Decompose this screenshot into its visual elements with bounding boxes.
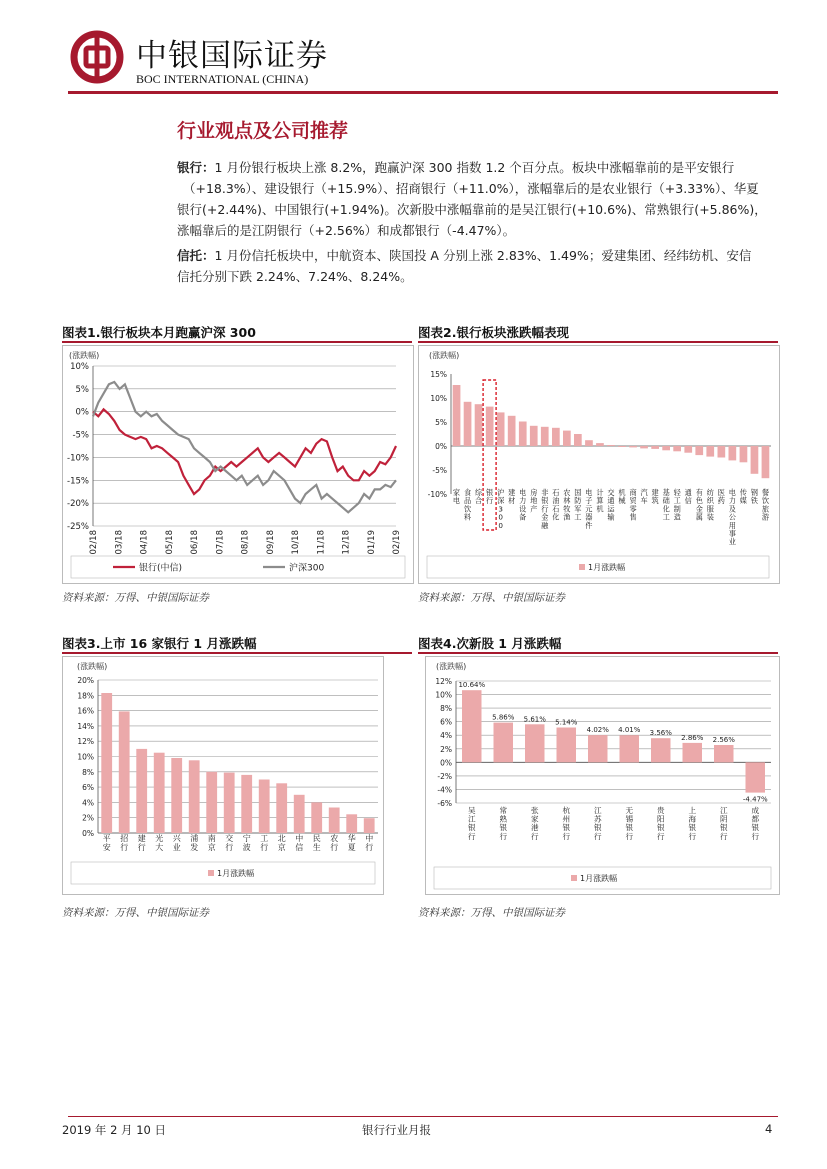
bar <box>683 743 703 762</box>
bar <box>620 735 640 762</box>
x-tick-label: 吴江银行 <box>468 806 476 841</box>
y-tick-label: 6% <box>82 783 94 793</box>
data-label: 3.56% <box>649 729 672 738</box>
data-label: 2.56% <box>712 736 735 744</box>
x-tick-label: 电子元器件 <box>585 488 593 530</box>
figure-1-source: 资料来源：万得、中银国际证券 <box>62 592 209 604</box>
bar <box>746 762 766 792</box>
y-tick-label: -4% <box>437 785 452 795</box>
bar <box>651 738 671 762</box>
x-tick-label: 国防军工 <box>574 488 582 522</box>
x-tick-label: 纺织服装 <box>706 488 714 522</box>
x-tick-label: 无锡银行 <box>625 806 634 841</box>
line-chart-1 <box>63 346 413 583</box>
bar <box>154 753 165 833</box>
header-divider <box>68 91 778 94</box>
x-tick-label: 09/18 <box>265 530 276 555</box>
legend-label: 沪深300 <box>289 563 325 574</box>
data-label: 5.61% <box>523 715 546 724</box>
bar <box>662 446 670 450</box>
x-tick-label: 江阴银行 <box>720 806 728 841</box>
y-tick-label: 4% <box>82 798 94 808</box>
figure-1-chart <box>62 345 414 584</box>
bar <box>762 446 770 478</box>
bar <box>508 416 516 446</box>
bar <box>552 428 560 446</box>
footer-date: 2019 年 2 月 10 日 <box>62 1123 166 1137</box>
paragraph-label: 银行： <box>177 160 215 175</box>
bar <box>751 446 759 474</box>
x-tick-label: 石油石化 <box>552 488 560 522</box>
figure-2-source: 资料来源：万得、中银国际证券 <box>418 592 565 604</box>
legend-swatch <box>571 875 577 881</box>
y-tick-label: -20% <box>67 499 89 510</box>
footer-divider <box>68 1116 778 1117</box>
bar <box>486 407 494 446</box>
figure-1-rule <box>62 341 412 343</box>
bar <box>224 773 235 833</box>
bar <box>206 772 217 833</box>
bar <box>618 446 626 447</box>
x-tick-label: 常熟银行 <box>499 806 508 841</box>
y-tick-label: 2% <box>82 813 94 823</box>
bar <box>684 446 692 453</box>
bar <box>364 818 375 833</box>
y-tick-label: 8% <box>82 767 94 777</box>
bar <box>497 412 505 446</box>
x-tick-label: 农林牧渔 <box>563 488 571 522</box>
series-line-2 <box>93 382 396 512</box>
bar <box>695 446 703 455</box>
bar <box>464 402 472 446</box>
x-tick-label: 有色金属 <box>695 488 703 522</box>
x-tick-label: 家电 <box>452 488 461 506</box>
x-tick-label: 12/18 <box>341 530 352 555</box>
bar <box>259 780 270 834</box>
data-label: 2.86% <box>681 733 704 742</box>
bar <box>494 723 514 763</box>
bar <box>718 446 726 458</box>
paragraph-label: 信托： <box>177 248 215 263</box>
legend-swatch <box>208 870 214 876</box>
bar <box>329 808 340 834</box>
legend-swatch <box>579 564 585 570</box>
brand-name-en: BOC INTERNATIONAL (CHINA) <box>136 72 309 86</box>
x-tick-label: 建材 <box>508 488 516 506</box>
data-label: 5.14% <box>555 718 578 727</box>
boc-logo-icon <box>70 30 124 84</box>
paragraph-line: 1 月份信托板块中，中航资本、陕国投 A 分别上涨 2.83%、1.49%；爱建集团、经纬纺机、安信 <box>214 248 752 263</box>
brand-name-cn: 中银国际证券 <box>136 38 328 74</box>
bar-chart-2 <box>419 346 779 583</box>
legend-label: 银行(中信) <box>139 563 183 574</box>
x-tick-label: 民生 <box>312 834 321 852</box>
figure-3-source: 资料来源：万得、中银国际证券 <box>62 907 209 919</box>
x-tick-label: 农行 <box>330 834 339 852</box>
y-tick-label: 10% <box>430 394 447 403</box>
bar <box>346 814 357 833</box>
y-tick-label: 15% <box>430 370 447 379</box>
x-tick-label: 02/18 <box>89 530 99 555</box>
figure-3-title: 图表3.上市 16 家银行 1 月涨跌幅 <box>62 636 257 651</box>
x-tick-label: 06/18 <box>190 530 200 555</box>
y-tick-label: 20% <box>77 676 94 685</box>
x-tick-label: 餐饮旅游 <box>761 488 770 522</box>
footer-report-name: 银行行业月报 <box>362 1123 431 1137</box>
x-tick-label: 10/18 <box>291 530 301 555</box>
x-tick-label: 交通运输 <box>607 488 615 522</box>
x-tick-label: 建行 <box>137 834 146 852</box>
y-tick-label: -5% <box>72 430 89 441</box>
data-label: 4.02% <box>586 726 609 735</box>
footer-page-number: 4 <box>765 1122 773 1136</box>
y-tick-label: 5% <box>435 418 447 427</box>
x-tick-label: 银行 <box>485 488 494 506</box>
y-tick-label: 14% <box>77 721 94 731</box>
x-tick-label: 商贸零售 <box>629 488 637 522</box>
bar-chart-3 <box>63 657 383 894</box>
legend-label: 1月涨跌幅 <box>588 563 626 572</box>
bar <box>119 711 130 833</box>
y-tick-label: 6% <box>440 717 452 727</box>
x-tick-label: 电力设备 <box>519 488 527 522</box>
figure-3-chart <box>62 656 384 895</box>
legend-label: 1月涨跌幅 <box>580 874 618 883</box>
bar <box>241 775 252 833</box>
x-tick-label: 沪深 3 0 0 <box>497 488 505 530</box>
bar <box>189 760 200 833</box>
x-tick-label: 中信 <box>295 834 304 852</box>
bar <box>563 431 571 446</box>
figure-4-title: 图表4.次新股 1 月涨跌幅 <box>418 636 562 651</box>
bar <box>588 735 608 762</box>
x-tick-label: 基础化工 <box>662 488 670 522</box>
y-tick-label: -10% <box>67 453 89 464</box>
bar <box>557 728 577 763</box>
paragraph-line: 涨幅靠后的是江阴银行（+2.56%）和成都银行（-4.47%）。 <box>177 223 516 238</box>
figure-2-rule <box>418 341 778 343</box>
x-tick-label: 建筑 <box>651 488 659 506</box>
y-tick-label: 10% <box>435 690 452 700</box>
bar <box>101 693 112 833</box>
paragraph-line: （+18.3%）、建设银行（+15.9%）、招商银行（+11.0%），涨幅靠后的是农业银行（+3.33%）、华夏 <box>183 181 759 196</box>
y-axis-label: (涨跌幅) <box>436 662 467 671</box>
bar <box>651 446 659 449</box>
y-axis-label: (涨跌幅) <box>429 351 460 360</box>
x-tick-label: 南京 <box>207 834 216 852</box>
bar <box>740 446 748 462</box>
figure-4-source: 资料来源：万得、中银国际证券 <box>418 907 565 919</box>
x-tick-label: 传媒 <box>739 488 748 506</box>
y-axis-label: (涨跌幅) <box>69 351 100 360</box>
x-tick-label: 05/18 <box>164 530 175 555</box>
bar <box>629 446 637 447</box>
paragraph-line: 银行(+2.44%)、中国银行(+1.94%)。次新股中涨幅靠前的是吴江银行(+10.6%)、常熟银行(+5.86%)， <box>177 202 767 217</box>
bar <box>596 443 604 446</box>
y-tick-label: 0% <box>440 758 452 768</box>
y-tick-label: -6% <box>437 799 452 808</box>
x-tick-label: 电力及公用事业 <box>728 488 737 547</box>
y-tick-label: -10% <box>427 490 447 499</box>
y-tick-label: 18% <box>77 691 94 701</box>
paragraph-line: 1 月份银行板块上涨 8.2%，跑赢沪深 300 指数 1.2 个百分点。板块中涨幅靠前的是平安银行 <box>214 160 735 175</box>
bar <box>475 404 483 446</box>
data-label: -4.47% <box>742 795 768 804</box>
legend-label: 1月涨跌幅 <box>217 869 255 878</box>
paragraph-bank <box>177 157 777 241</box>
x-tick-label: 华夏 <box>347 834 356 852</box>
x-tick-label: 计算机 <box>596 488 604 514</box>
bar <box>607 445 615 446</box>
figure-2-chart <box>418 345 780 584</box>
x-tick-label: 钢铁 <box>750 488 759 506</box>
x-tick-label: 11/18 <box>316 530 327 555</box>
highlight-box <box>483 380 496 530</box>
x-tick-label: 07/18 <box>215 530 226 555</box>
x-tick-label: 非银行金融 <box>541 488 549 530</box>
x-tick-label: 医药 <box>717 488 725 506</box>
bar-chart-4 <box>426 657 779 894</box>
bar <box>673 446 681 451</box>
x-tick-label: 成都银行 <box>751 806 760 841</box>
x-tick-label: 08/18 <box>240 530 251 555</box>
y-axis-label: (涨跌幅) <box>77 662 108 671</box>
bar <box>294 795 305 833</box>
bar <box>311 802 322 833</box>
bar <box>171 758 182 833</box>
x-tick-label: 中行 <box>365 834 374 852</box>
y-tick-label: 12% <box>435 677 452 686</box>
y-tick-label: -2% <box>437 771 452 781</box>
x-tick-label: 杭州银行 <box>562 806 571 841</box>
figure-1-title: 图表1.银行板块本月跑赢沪深 300 <box>62 325 256 340</box>
x-tick-label: 北京 <box>277 834 286 852</box>
x-tick-label: 宁波 <box>242 834 251 852</box>
figure-2-title: 图表2.银行板块涨跌幅表现 <box>418 325 569 340</box>
bar <box>519 422 527 447</box>
x-tick-label: 江苏银行 <box>594 806 602 841</box>
x-tick-label: 平安 <box>102 834 111 852</box>
bar <box>525 724 545 762</box>
paragraph-line: 信托分别下跌 2.24%、7.24%、8.24%。 <box>177 269 413 284</box>
y-tick-label: 16% <box>77 706 94 716</box>
x-tick-label: 上海银行 <box>688 806 697 841</box>
x-tick-label: 房地产 <box>530 488 538 514</box>
y-tick-label: 10% <box>70 362 89 372</box>
y-tick-label: 8% <box>440 704 452 714</box>
x-tick-label: 综合 <box>474 488 483 506</box>
y-tick-label: -15% <box>67 476 89 487</box>
x-tick-label: 交行 <box>225 834 234 852</box>
y-tick-label: -25% <box>67 522 89 532</box>
y-tick-label: 2% <box>440 744 452 754</box>
y-tick-label: 0% <box>75 407 89 418</box>
y-tick-label: 4% <box>440 731 452 741</box>
bar <box>530 426 538 446</box>
x-tick-label: 贵阳银行 <box>657 806 665 841</box>
bar <box>714 745 734 762</box>
data-label: 5.86% <box>492 713 515 722</box>
y-tick-label: 0% <box>435 442 447 451</box>
data-label: 4.01% <box>618 726 641 735</box>
x-tick-label: 浦发 <box>190 834 199 852</box>
bar <box>706 446 714 457</box>
x-tick-label: 光大 <box>155 834 164 852</box>
y-tick-label: 12% <box>77 737 94 747</box>
x-tick-label: 04/18 <box>139 530 150 555</box>
x-tick-label: 03/18 <box>114 530 125 555</box>
x-tick-label: 02/19 <box>392 530 402 555</box>
bar <box>136 749 147 833</box>
bar <box>585 440 593 446</box>
x-tick-label: 轻工制造 <box>673 488 681 522</box>
y-tick-label: 5% <box>75 384 89 395</box>
y-tick-label: -5% <box>432 466 447 475</box>
figure-4-rule <box>418 652 778 654</box>
x-tick-label: 汽车 <box>640 488 648 506</box>
data-label: 10.64% <box>458 681 486 690</box>
bar <box>729 446 737 460</box>
bar <box>640 446 648 448</box>
x-tick-label: 张家港行 <box>531 806 539 841</box>
figure-3-rule <box>62 652 412 654</box>
x-tick-label: 招行 <box>120 834 129 852</box>
bar <box>541 427 549 446</box>
x-tick-label: 通信 <box>684 488 692 506</box>
bar <box>276 783 287 833</box>
x-tick-label: 机械 <box>618 488 626 506</box>
y-tick-label: 10% <box>77 752 94 762</box>
figure-4-chart <box>425 656 780 895</box>
bar <box>462 690 482 762</box>
x-tick-label: 兴业 <box>172 834 181 852</box>
x-tick-label: 工行 <box>260 834 269 852</box>
bar <box>574 434 582 446</box>
x-tick-label: 食品饮料 <box>463 488 472 522</box>
section-title: 行业观点及公司推荐 <box>177 120 349 142</box>
x-tick-label: 01/19 <box>366 530 377 555</box>
paragraph-trust <box>177 245 777 287</box>
y-tick-label: 0% <box>82 829 94 838</box>
bar <box>453 385 461 446</box>
